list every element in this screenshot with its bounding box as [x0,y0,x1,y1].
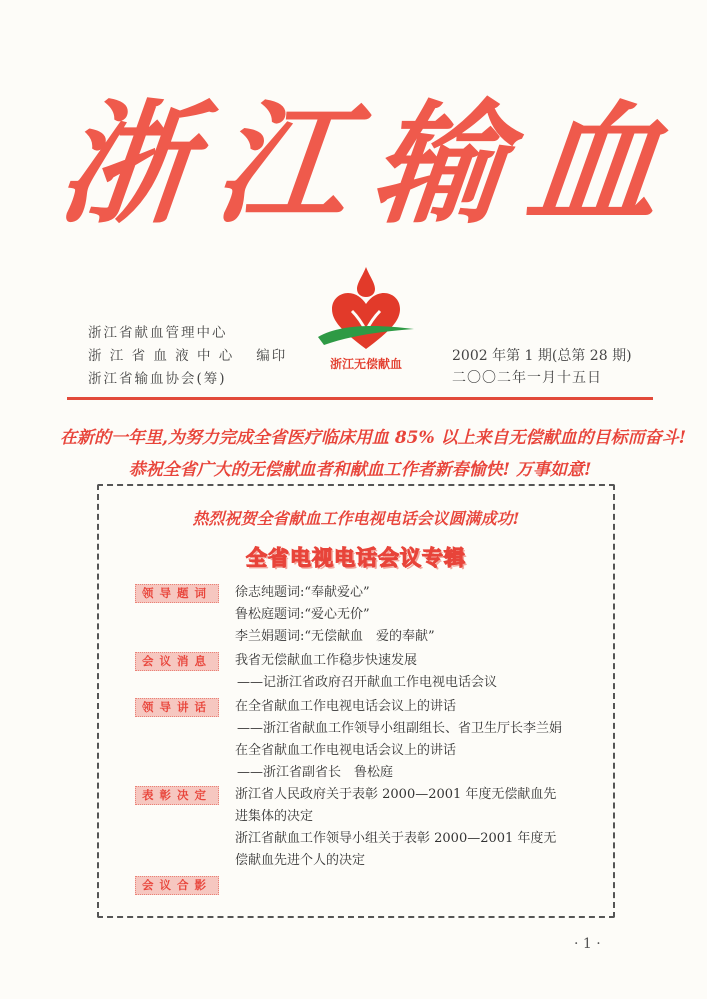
editor-org: 浙 江 省 血 液 中 心 [88,348,235,364]
section-lines [235,696,562,784]
title-char: 浙 [51,87,201,242]
article-title: 浙江省人民政府关于表彰 2000—2001 年度无偿献血先 [235,787,557,802]
article-subtitle: ——浙江省献血工作领导小组副组长、省卫生厅长李兰娟 [237,721,563,736]
article-title: 进集体的决定 [235,809,314,824]
slogan-line: 在新的一年里,为努力完成全省医疗临床用血 85% 以上来自无偿献血的目标而奋斗! [60,428,687,448]
article-subtitle: ——记浙江省政府召开献血工作电视电话会议 [237,675,498,690]
article-title: 徐志纯题词:“奉献爱心” [235,585,370,600]
section-lines [235,784,556,872]
editor-org-with-role [88,345,287,368]
logo-text: 浙江无偿献血 [329,357,402,371]
editor-org: 浙江省献血管理中心 [88,325,228,341]
article-title: 李兰娟题词:“无偿献血 爱的奉献” [235,629,435,644]
article-title: 鲁松庭题词:“爱心无价” [235,607,370,622]
article-title: 我省无偿献血工作稳步快速发展 [235,653,418,668]
article-title: 在全省献血工作电视电话会议上的讲话 [235,699,457,714]
blood-donation-logo [312,265,420,377]
slogan-line: 恭祝全省广大的无偿献血者和献血工作者新春愉快! 万事如意! [128,460,592,480]
editor-org: 浙江省输血协会(筹) [88,371,227,387]
header-divider [67,397,653,400]
page-number: · 1 · [574,936,601,952]
heart-drop-icon [312,265,420,360]
contents-box [97,484,615,918]
editors-block [88,322,287,391]
section-lines [235,650,497,694]
issue-number: 2002 年第 1 期(总第 28 期) [452,348,632,364]
masthead-title [51,70,669,260]
title-char: 输 [363,87,513,242]
section-tag: 领导讲话 [135,698,219,717]
title-char: 血 [519,87,669,242]
section-tag: 领导题词 [135,584,219,603]
title-char: 江 [207,87,357,242]
special-issue-title: 全省电视电话会议专辑 [246,546,466,570]
slogans [60,422,687,486]
congrats-heading: 热烈祝贺全省献血工作电视电话会议圆满成功! [192,509,520,528]
section-tag: 会议消息 [135,652,219,671]
article-title: 偿献血先进个人的决定 [235,853,366,868]
editor-role: 编印 [256,348,288,364]
section-lines [235,582,435,648]
issue-date: 二〇〇二年一月十五日 [452,370,602,386]
article-title: 浙江省献血工作领导小组关于表彰 2000—2001 年度无 [235,831,557,846]
article-subtitle: ——浙江省副省长 鲁松庭 [237,765,394,780]
section-tag: 表彰决定 [135,786,219,805]
issue-info [452,345,632,389]
section-tag: 会议合影 [135,876,219,895]
article-title: 在全省献血工作电视电话会议上的讲话 [235,743,457,758]
